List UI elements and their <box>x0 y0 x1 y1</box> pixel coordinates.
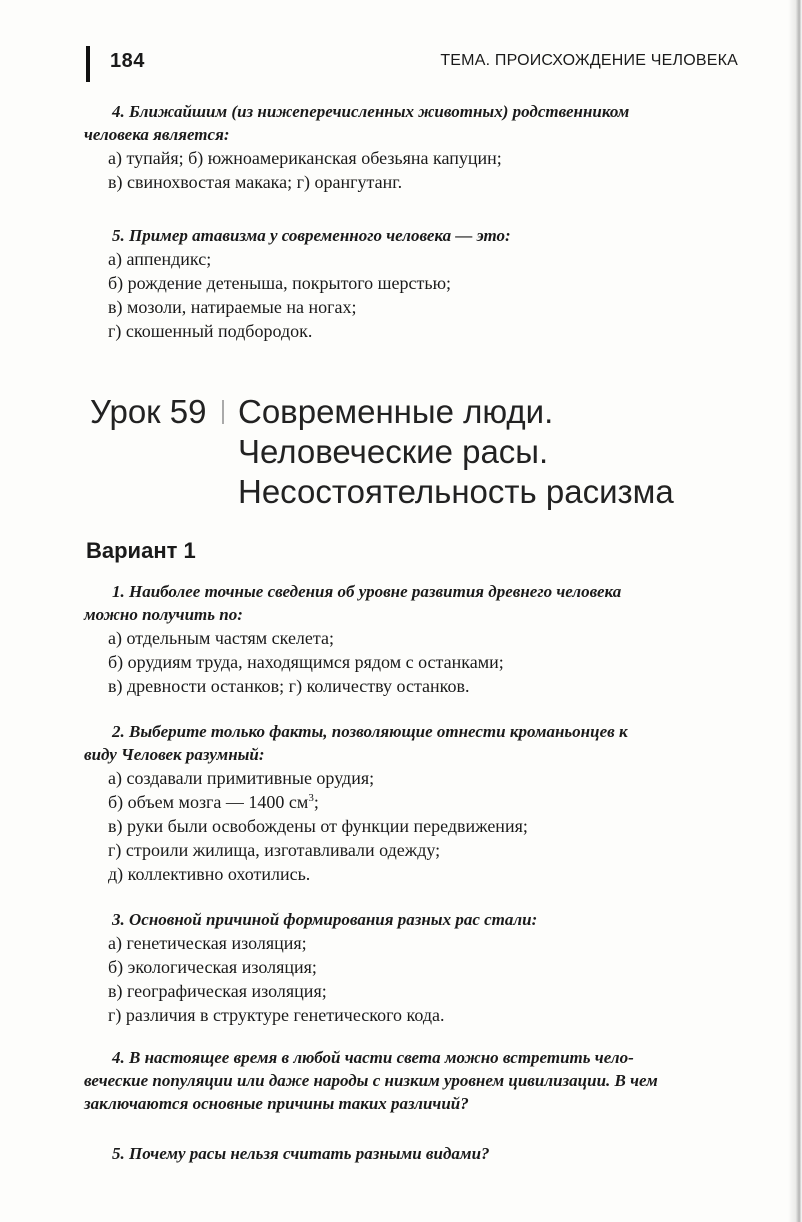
question-text: 1. Наиболее точные сведения об уровне развития древнего человека <box>112 582 622 601</box>
answer-option: д) коллективно охотились. <box>108 864 311 884</box>
page-number: 184 <box>110 50 145 72</box>
answer-option: в) мозоли, натираемые на ногах; <box>108 297 357 317</box>
answer-option: а) тупайя; б) южноамериканская обезьяна капуцин; <box>108 148 502 168</box>
question-text-cont: можно получить по: <box>84 605 243 624</box>
lesson-title-line: Современные люди. <box>238 393 554 430</box>
lesson-divider <box>222 400 224 424</box>
question-text-cont: виду Человек разумный: <box>84 745 265 764</box>
answer-option: в) свинохвостая макака; г) орангутанг. <box>108 172 403 192</box>
answer-suffix: ; <box>313 792 319 812</box>
lesson-number: Урок 59 <box>90 393 207 430</box>
variant-question-5 <box>108 1142 738 1165</box>
question-text-cont: человека является: <box>84 125 230 144</box>
answer-option: г) скошенный подбородок. <box>108 321 313 341</box>
question-text: 5. Пример атавизма у современного человека — это: <box>112 226 511 245</box>
prev-question-5 <box>108 224 738 343</box>
page-header <box>86 44 738 84</box>
variant-question-3 <box>108 908 738 1027</box>
answer-option: а) аппендикс; <box>108 249 212 269</box>
lesson-title-line: Несостоятельность расизма <box>238 473 674 510</box>
answer-option: г) строили жилища, изготавливали одежду; <box>108 840 441 860</box>
lesson-title-line: Человеческие расы. <box>238 433 549 470</box>
question-text-cont: веческие популяции или даже народы с низким уровнем цивилизации. В чем <box>84 1071 658 1090</box>
variant-question-4 <box>84 1046 738 1115</box>
running-title: ТЕМА. ПРОИСХОЖДЕНИЕ ЧЕЛОВЕКА <box>440 52 738 69</box>
answer-option: б) орудиям труда, находящимся рядом с останками; <box>108 652 504 672</box>
page-binding-shadow <box>788 0 802 1222</box>
question-text: 3. Основной причиной формирования разных рас стали: <box>112 910 538 929</box>
prev-question-4 <box>84 100 738 194</box>
header-marker-bar <box>86 46 90 82</box>
question-text-cont: заключаются основные причины таких различий? <box>84 1094 469 1113</box>
question-text: 2. Выберите только факты, позволяющие отнести кроманьонцев к <box>112 722 628 741</box>
question-text: 4. В настоящее время в любой части света можно встретить чело- <box>112 1048 634 1067</box>
answer-option: в) руки были освобождены от функции передвижения; <box>108 816 528 836</box>
answer-option <box>108 790 738 814</box>
answer-option: а) отдельным частям скелета; <box>108 628 334 648</box>
superscript: 3 <box>308 792 314 804</box>
answer-option: г) различия в структуре генетического кода. <box>108 1005 445 1025</box>
answer-text: б) объем мозга — 1400 см <box>108 792 309 812</box>
question-text: 4. Ближайшим (из нижеперечисленных животных) родственником <box>112 102 630 121</box>
answer-option: в) географическая изоляция; <box>108 981 327 1001</box>
lesson-title-lines <box>238 392 674 512</box>
variant-heading: Вариант 1 <box>86 538 196 563</box>
answer-option: а) создавали примитивные орудия; <box>108 768 375 788</box>
answer-option: б) экологическая изоляция; <box>108 957 317 977</box>
answer-option: в) древности останков; г) количеству останков. <box>108 676 470 696</box>
answer-option: б) рождение детеныша, покрытого шерстью; <box>108 273 452 293</box>
answer-option: а) генетическая изоляция; <box>108 933 307 953</box>
variant-question-2 <box>84 720 738 886</box>
variant-question-1 <box>84 580 738 698</box>
question-text: 5. Почему расы нельзя считать разными видами? <box>112 1144 490 1163</box>
